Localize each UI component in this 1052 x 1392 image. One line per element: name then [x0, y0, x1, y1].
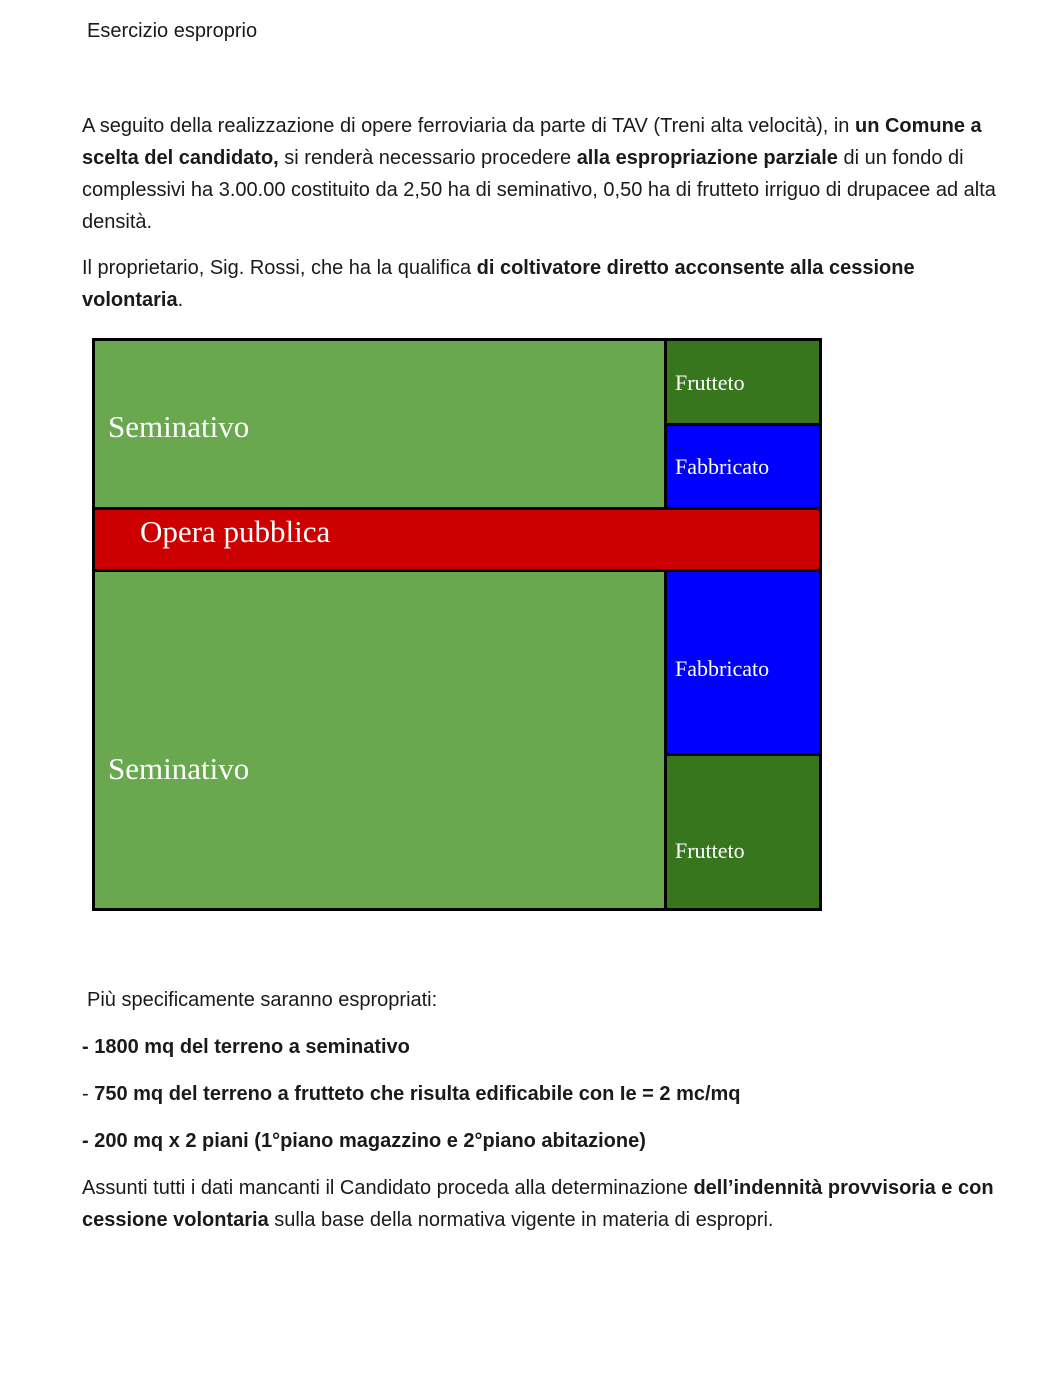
- intro-text-3: di un fondo di complessivi ha 3.00.00 costituito da 2,50 ha di seminativo, 0,50 ha di frutteto irriguo di drupacee ad alta densità.: [82, 147, 996, 233]
- seminativo-top-area: [95, 341, 664, 507]
- seminativo-top-label: Seminativo: [108, 409, 250, 444]
- fabbricato-top-area: [667, 426, 819, 507]
- final-text-2: sulla base della normativa vigente in materia di espropri.: [268, 1209, 774, 1231]
- specific-intro: Più specificamente saranno espropriati:: [87, 989, 438, 1011]
- seminativo-bottom-label: Seminativo: [108, 751, 250, 786]
- frutteto-bottom-label: Frutteto: [675, 838, 745, 863]
- list-item-2-prefix: -: [82, 1083, 95, 1105]
- list-item-seminativo: [82, 1031, 997, 1063]
- final-text-1: Assunti tutti i dati mancanti il Candidato proceda alla determinazione: [82, 1177, 694, 1199]
- seminativo-bottom-area: [95, 572, 664, 908]
- list-item-1-text: - 1800 mq del terreno a seminativo: [82, 1036, 410, 1058]
- intro-bold-1: un Comune a scelta del candidato,: [82, 115, 982, 169]
- opera-pubblica-strip: [95, 510, 819, 569]
- final-bold-1: dell’indennità provvisoria e con cessione volontaria: [82, 1177, 994, 1231]
- list-item-3-text: - 200 mq x 2 piani (1°piano magazzino e 2°piano abitazione): [82, 1130, 646, 1152]
- list-item-2-text: 750 mq del terreno a frutteto che risulta edificabile con Ie = 2 mc/mq: [94, 1083, 741, 1105]
- final-paragraph: [82, 1172, 997, 1236]
- intro-paragraph: [82, 110, 997, 238]
- owner-bold-1: di coltivatore diretto acconsente alla cessione volontaria: [82, 257, 915, 311]
- fabbricato-bottom-area: [667, 572, 819, 753]
- owner-text-2: .: [177, 289, 184, 311]
- intro-text-2: si renderà necessario procedere: [278, 147, 577, 169]
- frutteto-top-area: [667, 341, 819, 423]
- opera-pubblica-label: Opera pubblica: [140, 514, 331, 549]
- intro-bold-2: alla espropriazione parziale: [576, 147, 838, 169]
- owner-paragraph: [82, 252, 997, 316]
- list-item-frutteto: [82, 1078, 997, 1110]
- intro-text-1: A seguito della realizzazione di opere ferroviaria da parte di TAV (Treni alta velocità), in: [82, 115, 855, 137]
- frutteto-bottom-area: [667, 756, 819, 908]
- document-title: Esercizio esproprio: [87, 20, 258, 42]
- owner-text-1: Il proprietario, Sig. Rossi, che ha la qualifica: [82, 257, 477, 279]
- fabbricato-top-label: Fabbricato: [675, 454, 770, 479]
- list-item-fabbricato: [82, 1125, 997, 1157]
- frutteto-top-label: Frutteto: [675, 370, 745, 395]
- fabbricato-bottom-label: Fabbricato: [675, 656, 770, 681]
- parcel-diagram: [92, 338, 822, 911]
